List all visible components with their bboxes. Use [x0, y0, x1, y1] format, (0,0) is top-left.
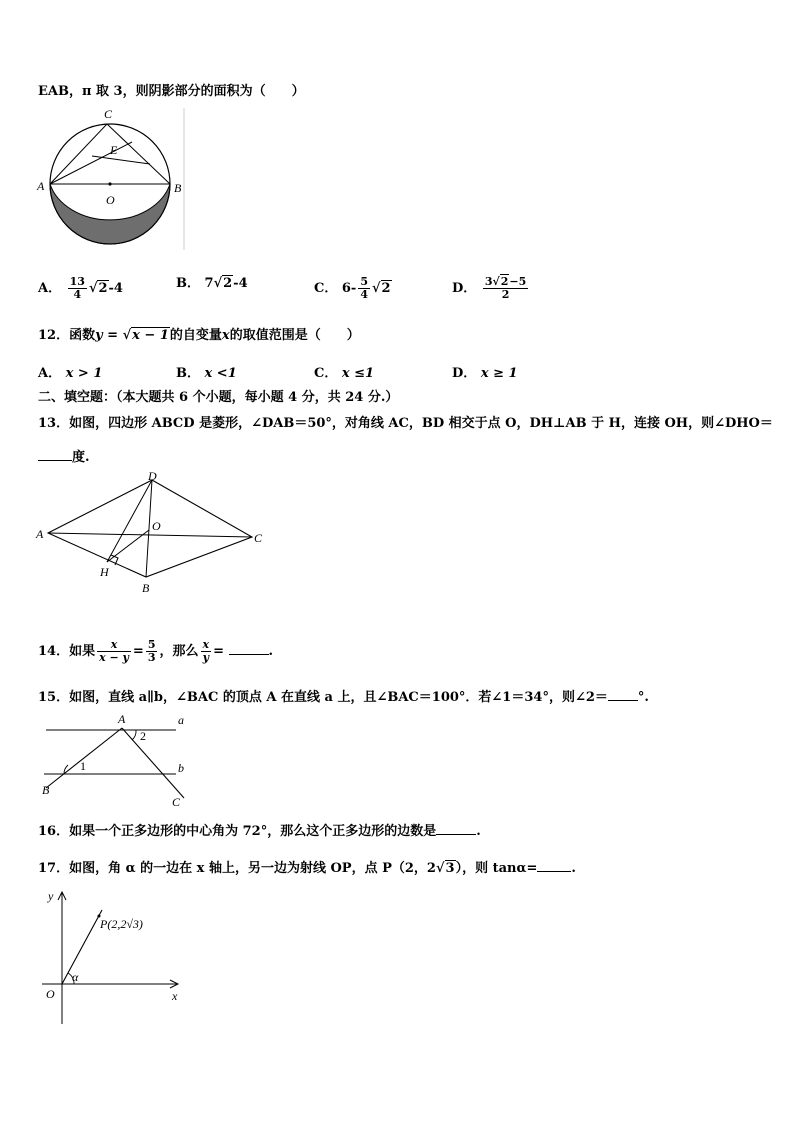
- label-O: O: [106, 193, 115, 207]
- q13-rhombus-figure: [34, 470, 274, 598]
- label-B: B: [174, 181, 182, 195]
- q12-stem: 12．函数y = √x − 1的自变量x的取值范围是（ ）: [38, 328, 360, 343]
- label-angle-2: 2: [140, 729, 146, 743]
- q17-answer-blank[interactable]: [537, 859, 571, 872]
- q14-answer-blank[interactable]: [229, 642, 269, 655]
- label-E: E: [110, 143, 118, 157]
- label-y: y: [48, 889, 54, 903]
- label-b: b: [178, 761, 184, 775]
- label-A: A: [36, 527, 44, 541]
- q16-answer-blank[interactable]: [436, 822, 476, 835]
- q14-stem: 14．如果 $\frac{x}{x - y}$ = $\frac{5}{3}$ ，那么 $\frac{x}{y}$ = .: [38, 638, 274, 664]
- label-A: A: [118, 712, 126, 726]
- label-A: A: [37, 179, 45, 193]
- q17-coordinate-figure: [40, 884, 190, 1029]
- label-P: P(2,2√3): [100, 917, 143, 931]
- q11-option-a[interactable]: A． $\frac{13}{4}$ √2-4: [38, 275, 123, 301]
- q17-stem: 17．如图，角 α 的一边在 x 轴上，另一边为射线 OP，点 P（2，2√3），则 tanα= .: [38, 861, 576, 876]
- label-O: O: [46, 987, 55, 1001]
- label-a: a: [178, 713, 184, 727]
- q11-circle-figure: [36, 106, 188, 252]
- q12-option-c[interactable]: C． x ≤1: [314, 366, 375, 381]
- label-x: x: [172, 989, 178, 1003]
- label-C: C: [172, 795, 181, 809]
- label-O: O: [152, 519, 161, 533]
- label-C: C: [254, 531, 263, 545]
- q11-option-c[interactable]: C． 6- $\frac{5}{4}$ √2: [314, 275, 391, 301]
- q12-option-d[interactable]: D． x ≥ 1: [452, 366, 518, 381]
- q11-option-d[interactable]: D． $\frac{3√2-5}{2}$: [452, 275, 527, 301]
- q12-option-b[interactable]: B． x <1: [176, 366, 237, 381]
- q15-answer-blank[interactable]: [608, 688, 638, 701]
- label-B: B: [42, 783, 50, 797]
- q11-option-b[interactable]: B． 7√2-4: [176, 276, 248, 291]
- label-D: D: [148, 470, 157, 483]
- q11-stem: EAB，π 取 3，则阴影部分的面积为（ ）: [38, 84, 305, 99]
- q15-parallel-lines-figure: [38, 710, 198, 810]
- label-C: C: [104, 107, 113, 121]
- q12-option-a[interactable]: A． x > 1: [38, 366, 103, 381]
- q13-answer-line: 度.: [38, 448, 90, 466]
- section-heading-fill-blank: 二、填空题：（本大题共 6 个小题，每小题 4 分，共 24 分.）: [38, 390, 399, 405]
- label-H: H: [100, 565, 109, 579]
- q13-answer-blank[interactable]: [38, 448, 72, 461]
- q15-stem: 15．如图，直线 a∥b，∠BAC 的顶点 A 在直线 a 上，且∠BAC＝100°．若∠1＝34°，则∠2＝ °.: [38, 690, 649, 705]
- q16-stem: 16．如果一个正多边形的中心角为 72°，那么这个正多边形的边数是 .: [38, 824, 481, 839]
- q13-stem: 13．如图，四边形 ABCD 是菱形，∠DAB＝50°，对角线 AC，BD 相交于点 O，DH⊥AB 于 H，连接 OH，则∠DHO＝: [38, 416, 773, 431]
- label-alpha: α: [72, 970, 79, 984]
- label-angle-1: 1: [80, 759, 86, 773]
- label-B: B: [142, 581, 150, 595]
